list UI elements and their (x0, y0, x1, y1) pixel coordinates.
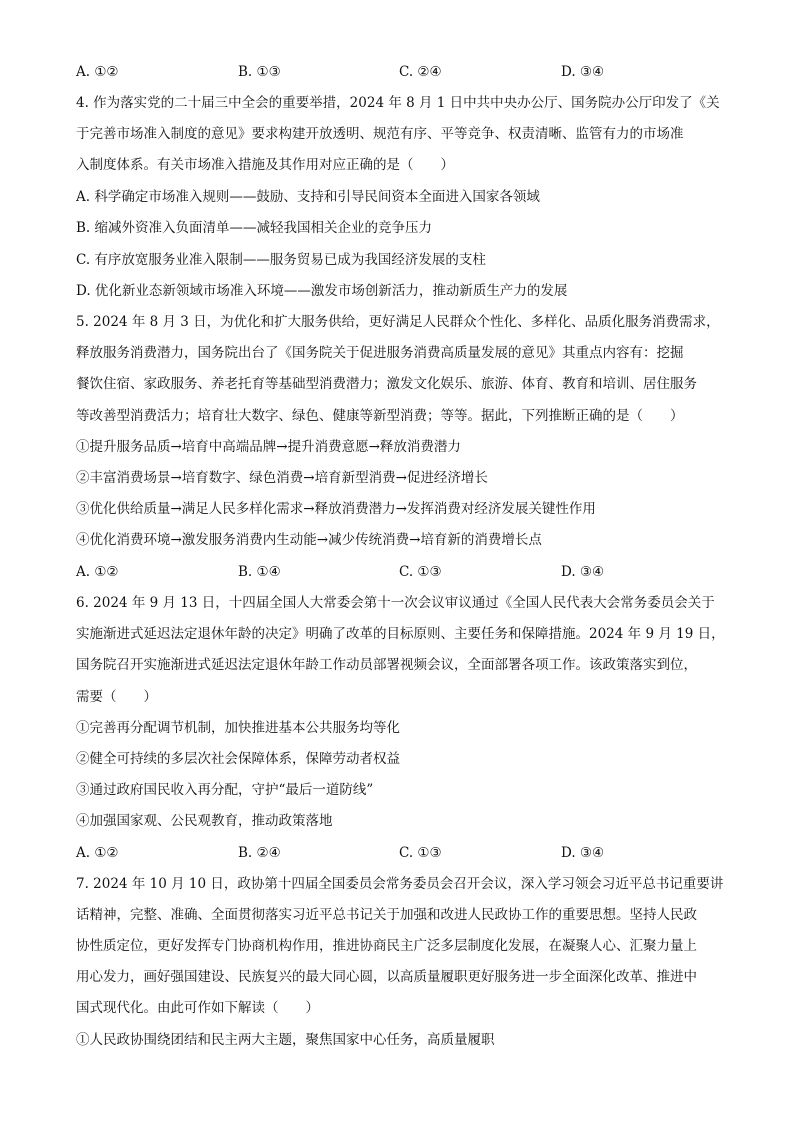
q7-stem-line: 话精神，完整、准确、全面贯彻落实习近平总书记关于加强和改进人民政协工作的重要思想。坚持人民政 (76, 907, 697, 923)
q5-stem-line: 餐饮住宿、家政服务、养老托育等基础型消费潜力；激发文化娱乐、旅游、体育、教育和培训、居住服务 (76, 376, 697, 392)
q6-option-d: D. ③④ (561, 845, 605, 861)
q7-statement-1: ①人民政协围绕团结和民主两大主题，聚焦国家中心任务，高质量履职 (76, 1032, 495, 1048)
q5-options (76, 562, 726, 582)
q6-statement-4: ④加强国家观、公民观教育，推动政策落地 (76, 813, 333, 829)
q6-options (76, 843, 726, 863)
q7-stem-line: 国式现代化。由此可作如下解读（ ） (76, 1000, 319, 1016)
q6-stem-line: 实施渐进式延迟法定退休年龄的决定》明确了改革的目标原则、主要任务和保障措施。2024 年 9 月 19 日， (76, 626, 725, 642)
q6-statement-2: ②健全可持续的多层次社会保障体系，保障劳动者权益 (76, 751, 400, 767)
q3-option-c: C. ②④ (399, 64, 442, 80)
q7-stem-line: 7. 2024 年 10 月 10 日，政协第十四届全国委员会常务委员会召开会议，深入学习领会习近平总书记重要讲 (76, 876, 724, 892)
q6-statement-1: ①完善再分配调节机制，加快推进基本公共服务均等化 (76, 720, 400, 736)
q4-choice-c: C. 有序放宽服务业准入限制——服务贸易已成为我国经济发展的支柱 (76, 252, 486, 268)
q6-stem-line: 6. 2024 年 9 月 13 日，十四届全国人大常委会第十一次会议审议通过《全国人民代表大会常务委员会关于 (76, 595, 715, 611)
q3-option-a: A. ①② (76, 64, 119, 80)
q6-stem-line: 需要（ ） (76, 689, 157, 705)
q5-stem-line: 等改善型消费活力；培育壮大数字、绿色、健康等新型消费；等等。据此，下列推断正确的是（ ） (76, 408, 684, 424)
q3-option-b: B. ①③ (238, 64, 281, 80)
q4-choice-b: B. 缩减外资准入负面清单——减轻我国相关企业的竞争压力 (76, 220, 433, 236)
q5-option-b: B. ①④ (238, 564, 281, 580)
q6-option-b: B. ②④ (238, 845, 281, 861)
q3-options (76, 62, 726, 82)
q4-stem-line: 于完善市场准入制度的意见》要求构建开放透明、规范有序、平等竞争、权责清晰、监管有力的市场准 (76, 126, 684, 142)
q5-stem-line: 释放服务消费潜力，国务院出台了《国务院关于促进服务消费高质量发展的意见》其重点内容有：挖掘 (76, 345, 684, 361)
q4-stem-line: 入制度体系。有关市场准入措施及其作用对应正确的是（ ） (76, 157, 454, 173)
q6-option-a: A. ①② (76, 845, 119, 861)
q3-option-d: D. ③④ (561, 64, 605, 80)
q5-statement-1: ①提升服务品质→培育中高端品牌→提升消费意愿→释放消费潜力 (76, 439, 461, 455)
q5-statement-4: ④优化消费环境→激发服务消费内生动能→减少传统消费→培育新的消费增长点 (76, 532, 542, 548)
q4-choice-a: A. 科学确定市场准入规则——鼓励、支持和引导民间资本全面进入国家各领域 (76, 189, 540, 205)
q4-stem-line: 4. 作为落实党的二十届三中全会的重要举措，2024 年 8 月 1 日中共中央办公厅、国务院办公厅印发了《关 (76, 95, 720, 111)
q7-stem-line: 协性质定位，更好发挥专门协商机构作用，推进协商民主广泛多层制度化发展，在凝聚人心、汇聚力量上 (76, 938, 697, 954)
q5-option-d: D. ③④ (561, 564, 605, 580)
q4-choice-d: D. 优化新业态新领域市场准入环境——激发市场创新活力，推动新质生产力的发展 (76, 283, 568, 299)
q5-option-a: A. ①② (76, 564, 119, 580)
q5-option-c: C. ①③ (399, 564, 442, 580)
q6-option-c: C. ①③ (399, 845, 442, 861)
q7-stem-line: 用心发力，画好强国建设、民族复兴的最大同心圆，以高质量履职更好服务进一步全面深化改革、推进中 (76, 969, 697, 985)
q5-stem-line: 5. 2024 年 8 月 3 日，为优化和扩大服务供给，更好满足人民群众个性化、多样化、品质化服务消费需求， (76, 314, 720, 330)
q5-statement-3: ③优化供给质量→满足人民多样化需求→释放消费潜力→发挥消费对经济发展关键性作用 (76, 501, 596, 517)
q6-stem-line: 国务院召开实施渐进式延迟法定退休年龄工作动员部署视频会议，全面部署各项工作。该政策落实到位， (76, 657, 697, 673)
q6-statement-3: ③通过政府国民收入再分配，守护“最后一道防线” (76, 782, 374, 798)
q5-statement-2: ②丰富消费场景→培育数字、绿色消费→培育新型消费→促进经济增长 (76, 470, 488, 486)
